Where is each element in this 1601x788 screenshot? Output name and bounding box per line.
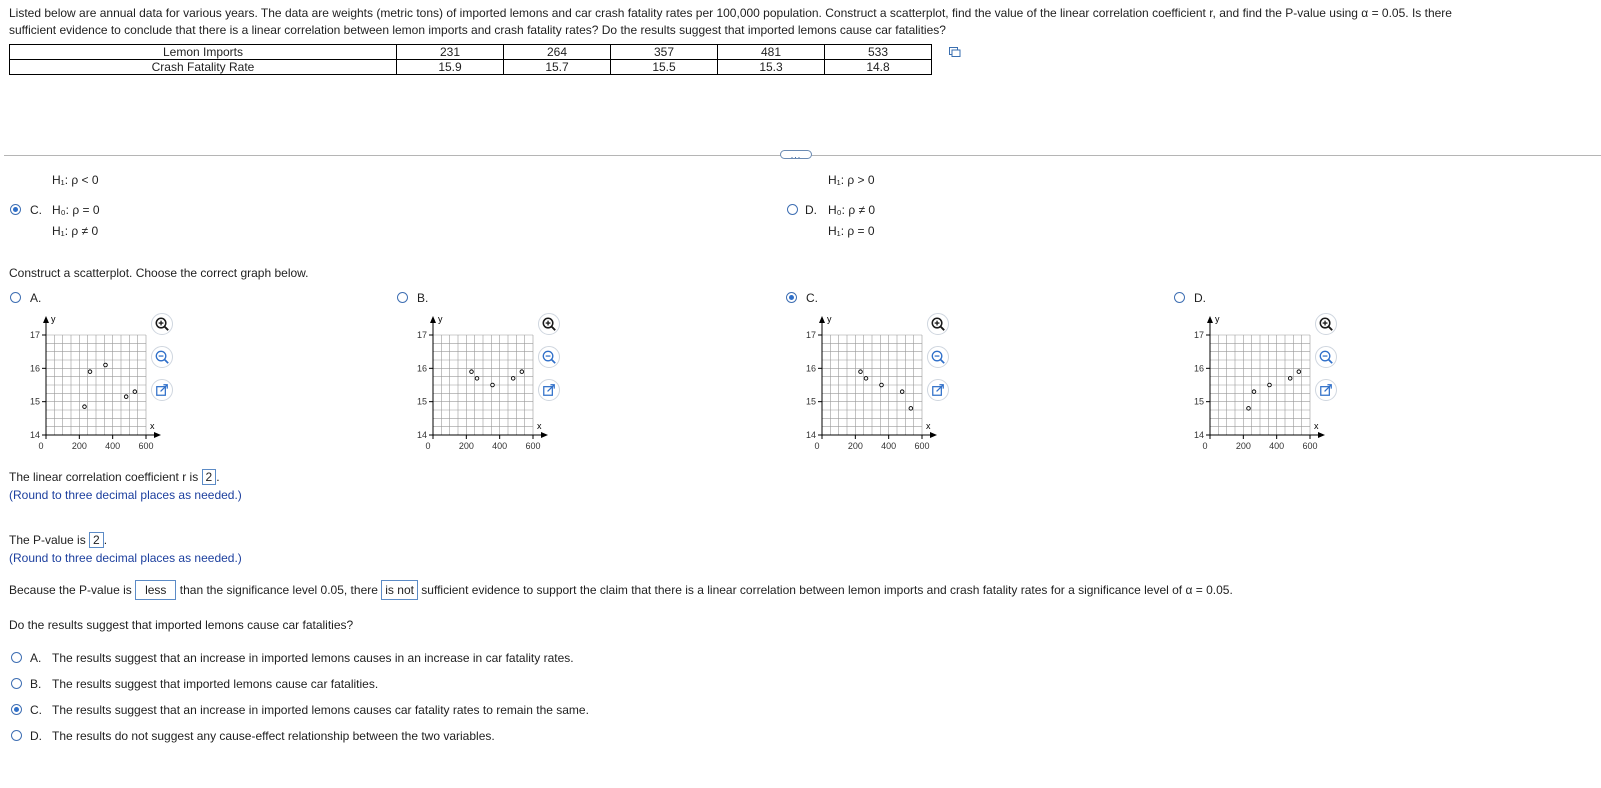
zoom-in-icon (539, 314, 559, 334)
open-external-icon (152, 380, 172, 400)
data-point (1297, 370, 1301, 374)
graph-b-zoom-in-icon[interactable] (538, 313, 560, 335)
y-tick-label: 15 (805, 396, 816, 407)
y-tick-label: 16 (29, 363, 40, 374)
y-tick-label: 17 (1193, 330, 1204, 340)
correlation-answer-box[interactable]: 2 (202, 469, 217, 485)
cause-b-text: The results suggest that imported lemons cause car fatalities. (52, 677, 379, 691)
radio-hypothesis-c[interactable] (10, 204, 21, 215)
y-axis-arrow (1207, 316, 1213, 323)
correlation-round-note: (Round to three decimal places as needed.) (9, 488, 242, 502)
zoom-out-icon (539, 347, 559, 367)
data-point (859, 370, 863, 374)
x-tick-label: 400 (1269, 441, 1285, 451)
x-tick-label: 600 (914, 441, 930, 451)
pvalue-line (9, 532, 107, 548)
cause-c-letter: C. (30, 703, 42, 717)
scatterplot-b (397, 310, 557, 451)
graph-d-zoom-out-icon[interactable] (1315, 346, 1337, 368)
table-cell: 231 (397, 45, 504, 60)
graph-d-zoom-in-icon[interactable] (1315, 313, 1337, 335)
open-external-icon (928, 380, 948, 400)
table-cell: 481 (718, 45, 825, 60)
table-cell: 14.8 (825, 60, 932, 75)
graph-b-letter: B. (417, 291, 429, 305)
scatterplot-a (10, 310, 170, 451)
data-point (83, 405, 87, 409)
table-cell: 15.9 (397, 60, 504, 75)
y-tick-label: 17 (805, 330, 816, 340)
table-cell: 357 (611, 45, 718, 60)
y-tick-label: 16 (805, 363, 816, 374)
row-label: Crash Fatality Rate (10, 60, 397, 75)
radio-cause-c[interactable] (11, 704, 22, 715)
pvalue-period: . (103, 533, 108, 547)
y-tick-label: 17 (29, 330, 40, 340)
y-tick-label: 16 (1193, 363, 1204, 374)
correlation-period: . (216, 470, 220, 484)
more-button[interactable]: ... (780, 150, 812, 159)
graph-d-letter: D. (1194, 291, 1206, 305)
graph-a-open-external-icon[interactable] (151, 379, 173, 401)
pvalue-text: The P-value is (9, 533, 86, 547)
y-tick-label: 15 (416, 396, 427, 407)
correlation-line (9, 469, 220, 485)
x-tick-label: 200 (71, 441, 87, 451)
open-external-icon (539, 380, 559, 400)
conclusion-line (9, 580, 1233, 600)
graph-c-open-external-icon[interactable] (927, 379, 949, 401)
zoom-out-icon (1316, 347, 1336, 367)
cause-d-text: The results do not suggest any cause-effect relationship between the two variables. (52, 729, 495, 743)
radio-cause-a[interactable] (11, 652, 22, 663)
data-point (104, 363, 108, 367)
y-tick-label: 14 (805, 430, 816, 440)
zoom-out-icon (152, 347, 172, 367)
table-cell: 264 (504, 45, 611, 60)
y-tick-label: 17 (416, 330, 427, 340)
x-tick-label: 200 (458, 441, 474, 451)
hypothesis-d-h0: H₀: ρ ≠ 0 (828, 203, 876, 217)
y-tick-label: 14 (29, 430, 40, 440)
graph-b-zoom-out-icon[interactable] (538, 346, 560, 368)
y-tick-label: 14 (416, 430, 427, 440)
y-tick-label: 15 (29, 396, 40, 407)
data-point (124, 395, 128, 399)
y-tick-label: 16 (416, 363, 427, 374)
x-tick-label: 0 (814, 441, 820, 451)
hypothesis-c-letter: C. (30, 203, 42, 217)
graph-c-letter: C. (806, 291, 818, 305)
y-axis-arrow (819, 316, 825, 323)
correlation-text: The linear correlation coefficient r is (9, 470, 199, 484)
y-axis-label: y (438, 314, 443, 324)
data-point (511, 377, 515, 381)
hypothesis-b-h1: H₁: ρ < 0 (52, 173, 99, 187)
data-point (880, 383, 884, 387)
evidence-dropdown[interactable]: is not (381, 580, 418, 600)
data-point (1268, 383, 1272, 387)
x-axis-label: x (926, 421, 931, 431)
scatterplot-d (1174, 310, 1334, 451)
open-external-icon (1316, 380, 1336, 400)
conclusion-part1: Because the P-value is (9, 583, 132, 597)
pvalue-round-note: (Round to three decimal places as needed.) (9, 551, 242, 565)
radio-cause-b[interactable] (11, 678, 22, 689)
x-tick-label: 400 (105, 441, 121, 451)
hypothesis-c-h1: H₁: ρ ≠ 0 (52, 224, 99, 238)
y-tick-label: 15 (1193, 396, 1204, 407)
graph-a-zoom-in-icon[interactable] (151, 313, 173, 335)
hypothesis-d-h1: H₁: ρ = 0 (828, 224, 875, 238)
question-line-2: sufficient evidence to conclude that there is a linear correlation between lemon imports and crash fatality rates? Do the results suggest that imported lemons cause car fatalities? (9, 22, 946, 37)
scatter-prompt: Construct a scatterplot. Choose the correct graph below. (9, 266, 309, 280)
data-point (900, 390, 904, 394)
x-tick-label: 0 (38, 441, 44, 451)
pvalue-comparison-dropdown[interactable]: less (135, 580, 176, 600)
x-tick-label: 400 (881, 441, 897, 451)
radio-graph-c[interactable] (786, 292, 797, 303)
table-cell: 15.3 (718, 60, 825, 75)
conclusion-part2: than the significance level 0.05, there (179, 583, 378, 597)
x-axis-arrow (154, 432, 161, 438)
radio-hypothesis-d[interactable] (787, 204, 798, 215)
question-text (9, 5, 1589, 38)
x-axis-arrow (541, 432, 548, 438)
x-axis-label: x (1314, 421, 1319, 431)
y-axis-label: y (827, 314, 832, 324)
zoom-in-icon (152, 314, 172, 334)
table-cell: 533 (825, 45, 932, 60)
table-cell: 15.7 (504, 60, 611, 75)
x-axis-arrow (1318, 432, 1325, 438)
cause-c-text: The results suggest that an increase in imported lemons causes car fatality rates to remain the same. (52, 703, 589, 717)
data-point (470, 370, 474, 374)
radio-graph-a[interactable] (10, 292, 21, 303)
x-axis-arrow (930, 432, 937, 438)
data-table (9, 44, 932, 75)
copy-data-icon[interactable] (949, 47, 961, 57)
graph-c-zoom-out-icon[interactable] (927, 346, 949, 368)
data-point (1288, 377, 1292, 381)
row-label: Lemon Imports (10, 45, 397, 60)
x-tick-label: 400 (492, 441, 508, 451)
hypothesis-c-h0: H₀: ρ = 0 (52, 203, 100, 217)
cause-a-letter: A. (30, 651, 42, 665)
y-axis-arrow (43, 316, 49, 323)
data-point (475, 377, 479, 381)
question-line-1: Listed below are annual data for various years. The data are weights (metric tons) of imported lemons and car crash fatality rates per 100,000 population. Construct a scatterplot, find the value of the linear correlation coefficient r, and find the P-value using α = 0.05. Is there (9, 6, 1452, 20)
radio-graph-d[interactable] (1174, 292, 1185, 303)
x-tick-label: 600 (138, 441, 154, 451)
data-point (1252, 390, 1256, 394)
x-tick-label: 200 (847, 441, 863, 451)
conclusion-part3: sufficient evidence to support the claim that there is a linear correlation between lemon imports and crash fatality rates for a significance level of α = 0.05. (421, 583, 1233, 597)
graph-b-open-external-icon[interactable] (538, 379, 560, 401)
radio-cause-d[interactable] (11, 730, 22, 741)
data-point (133, 390, 137, 394)
cause-question: Do the results suggest that imported lemons cause car fatalities? (9, 618, 354, 632)
y-axis-label: y (51, 314, 56, 324)
zoom-in-icon (928, 314, 948, 334)
scatterplot-c (786, 310, 946, 451)
x-tick-label: 600 (1302, 441, 1318, 451)
graph-a-letter: A. (30, 291, 42, 305)
x-tick-label: 0 (425, 441, 431, 451)
graph-c-zoom-in-icon[interactable] (927, 313, 949, 335)
radio-graph-b[interactable] (397, 292, 408, 303)
data-point (1247, 407, 1251, 411)
zoom-in-icon (1316, 314, 1336, 334)
data-point (909, 407, 913, 411)
hypothesis-b-h1-right: H₁: ρ > 0 (828, 173, 875, 187)
table-row (10, 60, 932, 75)
hypothesis-d-letter: D. (805, 203, 817, 217)
y-axis-arrow (430, 316, 436, 323)
zoom-out-icon (928, 347, 948, 367)
table-row (10, 45, 932, 60)
x-axis-label: x (150, 421, 155, 431)
graph-a-zoom-out-icon[interactable] (151, 346, 173, 368)
x-axis-label: x (537, 421, 542, 431)
y-tick-label: 14 (1193, 430, 1204, 440)
data-point (520, 370, 524, 374)
data-point (864, 377, 868, 381)
cause-d-letter: D. (30, 729, 42, 743)
pvalue-answer-box[interactable]: 2 (89, 532, 104, 548)
graph-d-open-external-icon[interactable] (1315, 379, 1337, 401)
data-point (491, 383, 495, 387)
cause-a-text: The results suggest that an increase in imported lemons causes in an increase in car fatality rates. (52, 651, 574, 665)
cause-b-letter: B. (30, 677, 42, 691)
y-axis-label: y (1215, 314, 1220, 324)
x-tick-label: 600 (525, 441, 541, 451)
x-tick-label: 200 (1235, 441, 1251, 451)
x-tick-label: 0 (1202, 441, 1208, 451)
table-cell: 15.5 (611, 60, 718, 75)
data-point (88, 370, 92, 374)
